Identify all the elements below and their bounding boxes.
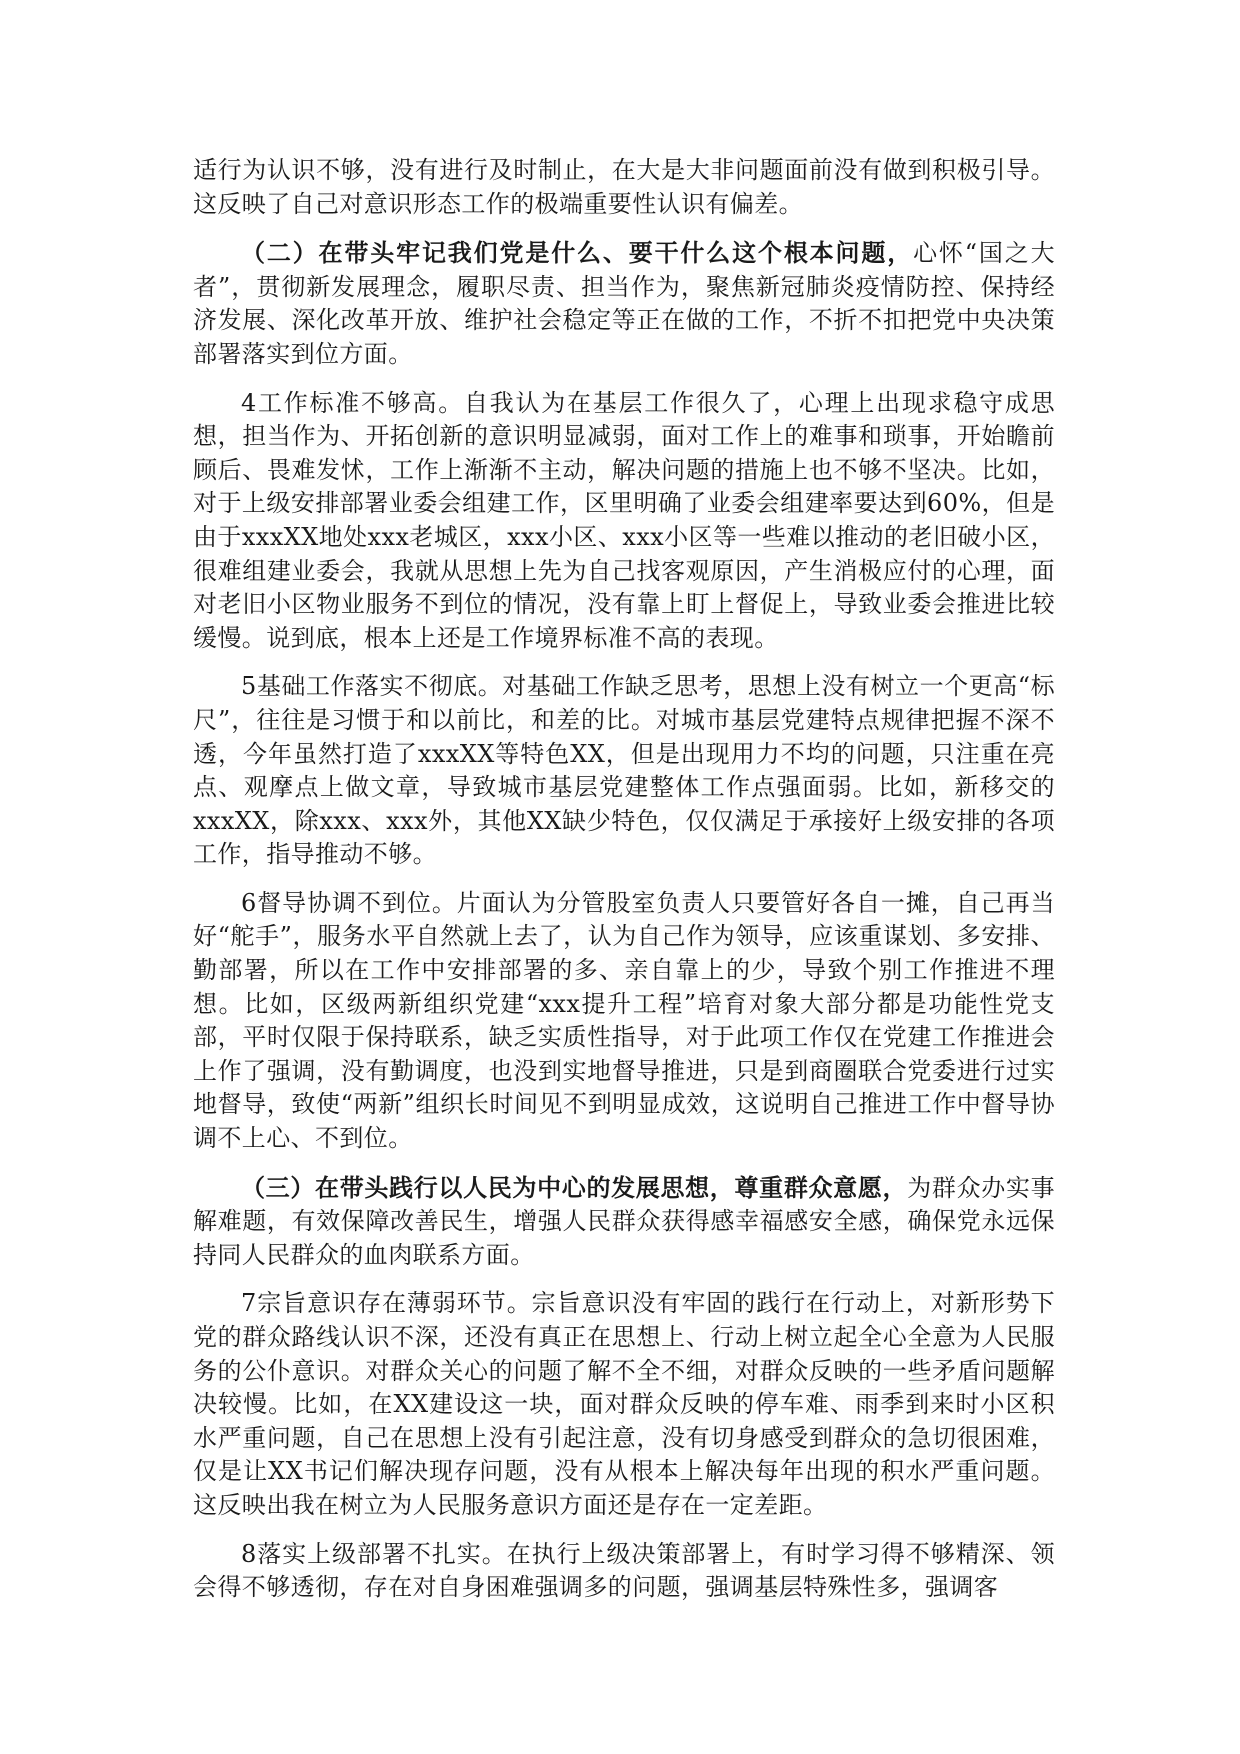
section-heading-paragraph-3: [193, 1171, 1055, 1273]
paragraph-text: 4工作标准不够高。自我认为在基层工作很久了，心理上出现求稳守成思想，担当作为、开拓创新的意识明显减弱，面对工作上的难事和琐事，开始瞻前顾后、畏难发怵，工作上渐渐不主动，解决问题的措施上也不够不坚决。比如，对于上级安排部署业委会组建工作，区里明确了业委会组建率要达到60%，但是由于xxxXX地处xxx老城区，xxx小区、xxx小区等一些难以推动的老旧破小区，很难组建业委会，我就从思想上先为自己找客观原因，产生消极应付的心理，面对老旧小区物业服务不到位的情况，没有靠上盯上督促上，导致业委会推进比较缓慢。说到底，根本上还是工作境界标准不高的表现。: [193, 388, 1055, 652]
paragraph-text: 适行为认识不够，没有进行及时制止，在大是大非问题面前没有做到积极引导。这反映了自己对意识形态工作的极端重要性认识有偏差。: [193, 156, 1055, 218]
paragraph-text: 7宗旨意识存在薄弱环节。宗旨意识没有牢固的践行在行动上，对新形势下党的群众路线认识不深，还没有真正在思想上、行动上树立起全心全意为人民服务的公仆意识。对群众关心的问题了解不全不细，对群众反映的一些矛盾问题解决较慢。比如，在XX建设这一块，面对群众反映的停车难、雨季到来时小区积水严重问题，自己在思想上没有引起注意，没有切身感受到群众的急切很困难，仅是让XX书记们解决现存问题，没有从根本上解决每年出现的积水严重问题。这反映出我在树立为人民服务意识方面还是存在一定差距。: [193, 1289, 1055, 1519]
paragraph-item-4: [193, 387, 1055, 656]
section-heading: （二）在带头牢记我们党是什么、要干什么这个根本问题，: [241, 238, 914, 268]
paragraph-item-6: [193, 887, 1055, 1156]
section-heading-paragraph-2: [193, 236, 1055, 371]
paragraph-text: 心怀“国之大者”，贯彻新发展理念，履职尽责、担当作为，聚焦新冠肺炎疫情防控、保持经济发展、深化改革开放、维护社会稳定等正在做的工作，不折不扣把党中央决策部署落实到位方面。: [193, 239, 1055, 368]
paragraph-item-7: [193, 1287, 1055, 1522]
paragraph-item-8: [193, 1538, 1055, 1605]
paragraph-text: 6督导协调不到位。片面认为分管股室负责人只要管好各自一摊，自己再当好“舵手”，服务水平自然就上去了，认为自己作为领导，应该重谋划、多安排、勤部署，所以在工作中安排部署的多、亲自靠上的少，导致个别工作推进不理想。比如，区级两新组织党建“xxx提升工程”培育对象大部分都是功能性党支部，平时仅限于保持联系，缺乏实质性指导，对于此项工作仅在党建工作推进会上作了强调，没有勤调度，也没到实地督导推进，只是到商圈联合党委进行过实地督导，致使“两新”组织长时间见不到明显成效，这说明自己推进工作中督导协调不上心、不到位。: [193, 888, 1055, 1153]
section-heading: （三）在带头践行以人民为中心的发展思想，尊重群众意愿，: [241, 1172, 908, 1202]
paragraph-text: 8落实上级部署不扎实。在执行上级决策部署上，有时学习得不够精深、领会得不够透彻，存在对自身困难强调多的问题，强调基层特殊性多，强调客: [193, 1539, 1055, 1602]
paragraph-item-5: [193, 670, 1055, 872]
paragraph-text: 5基础工作落实不彻底。对基础工作缺乏思考，思想上没有树立一个更高“标尺”，往往是习惯于和以前比，和差的比。对城市基层党建特点规律把握不深不透，今年虽然打造了xxxXX等特色XX，但是出现用力不均的问题，只注重在亮点、观摩点上做文章，导致城市基层党建整体工作点强面弱。比如，新移交的xxxXX，除xxx、xxx外，其他XX缺少特色，仅仅满足于承接好上级安排的各项工作，指导推动不够。: [193, 672, 1055, 869]
paragraph-text: 为群众办实事解难题，有效保障改善民生，增强人民群众获得感幸福感安全感，确保党永远保持同人民群众的血肉联系方面。: [193, 1173, 1055, 1269]
document-page: [193, 154, 1055, 1620]
paragraph-continuation: [193, 154, 1055, 221]
